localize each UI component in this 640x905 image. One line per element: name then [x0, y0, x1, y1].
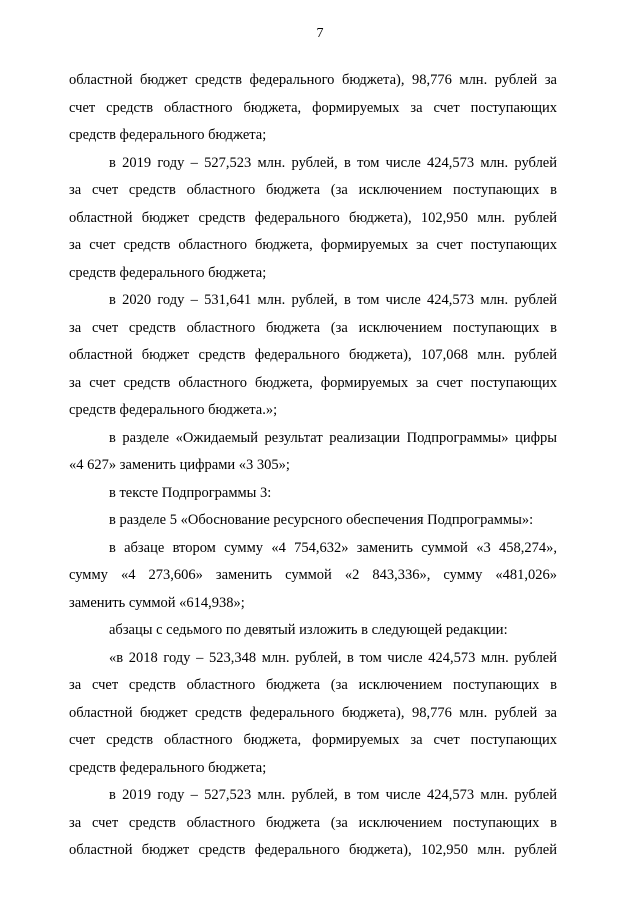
text-line: за счет средств областного бюджета, формируемых за счет поступающих	[69, 237, 557, 253]
text-line: заменить суммой «614,938»;	[69, 594, 245, 611]
text-line: за счет средств областного бюджета, формируемых за счет поступающих	[69, 374, 557, 391]
text-line: областной бюджет средств федерального бюджета), 102,950 млн. рублей	[69, 842, 557, 858]
text-line: в 2019 году – 527,523 млн. рублей, в том числе 424,573 млн. рублей	[109, 154, 557, 171]
text-line: в тексте Подпрограммы 3:	[109, 484, 272, 501]
text-line: в абзаце втором сумму «4 754,632» заменить суммой «3 458,274»,	[109, 539, 557, 556]
text-line: счет средств областного бюджета, формируемых за счет поступающих	[69, 732, 557, 748]
text-line: областной бюджет средств федерального бюджета), 98,776 млн. рублей за	[69, 704, 557, 721]
text-line: «4 627» заменить цифрами «3 305»;	[69, 457, 290, 473]
text-line: «в 2018 году – 523,348 млн. рублей, в том числе 424,573 млн. рублей	[109, 649, 557, 666]
text-line: за счет средств областного бюджета (за исключением поступающих в	[69, 182, 557, 198]
text-line: счет средств областного бюджета, формируемых за счет поступающих	[69, 99, 557, 116]
text-line: за счет средств областного бюджета (за исключением поступающих в	[69, 319, 557, 336]
text-line: областной бюджет средств федерального бюджета), 98,776 млн. рублей за	[69, 72, 557, 88]
text-line: средств федерального бюджета.»;	[69, 402, 278, 418]
text-line: абзацы с седьмого по девятый изложить в следующей редакции:	[109, 622, 508, 638]
text-line: в разделе 5 «Обоснование ресурсного обеспечения Подпрограммы»:	[109, 512, 534, 528]
text-line: сумму «4 273,606» заменить суммой «2 843,336», сумму «481,026»	[69, 567, 557, 583]
text-line: средств федерального бюджета;	[69, 264, 267, 281]
text-line: в 2019 году – 527,523 млн. рублей, в том числе 424,573 млн. рублей	[109, 787, 557, 803]
text-line: областной бюджет средств федерального бюджета), 107,068 млн. рублей	[69, 347, 557, 363]
text-line: за счет средств областного бюджета (за исключением поступающих в	[69, 814, 557, 831]
page-number: 7	[316, 26, 324, 41]
text-line: средств федерального бюджета;	[69, 759, 267, 776]
text-line: областной бюджет средств федерального бюджета), 102,950 млн. рублей	[69, 209, 557, 226]
text-line: за счет средств областного бюджета (за исключением поступающих в	[69, 677, 557, 693]
text-line: в 2020 году – 531,641 млн. рублей, в том числе 424,573 млн. рублей	[109, 292, 557, 308]
text-line: средств федерального бюджета;	[69, 127, 267, 143]
document-body	[69, 67, 557, 865]
text-line: в разделе «Ожидаемый результат реализации Подпрограммы» цифры	[109, 429, 557, 446]
